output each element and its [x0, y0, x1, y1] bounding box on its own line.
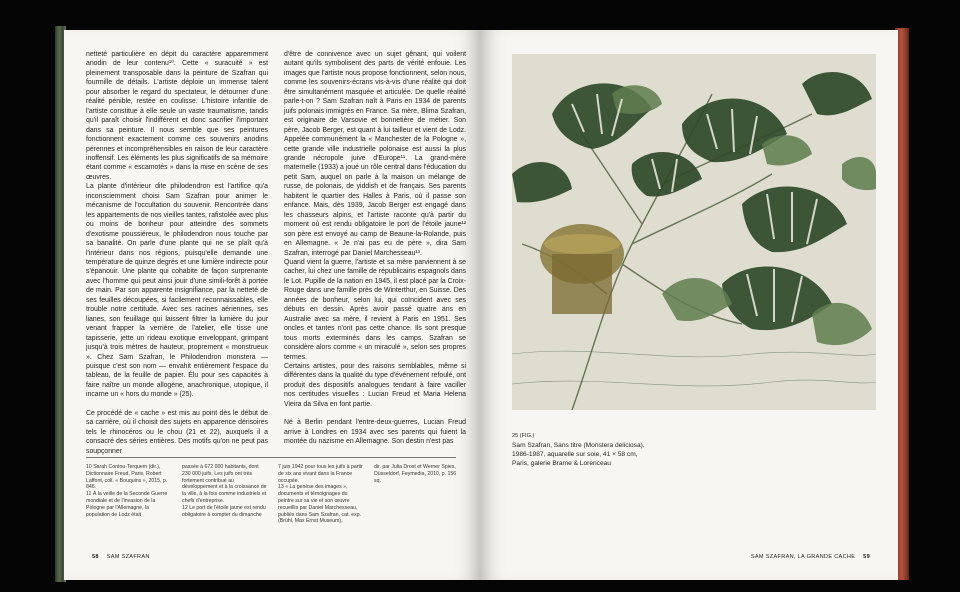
running-head: SAM SZAFRAN, LA GRANDE CACHE	[750, 554, 856, 560]
footnote-column-4: dir. par Julia Drost et Werner Spies, Düsseldorf, Feymedia, 2010, p. 156 sq.	[374, 464, 457, 484]
right-page	[480, 30, 898, 580]
paragraph: netteté particulière en dépit du caractère apparemment anodin de leur contenu¹⁰. Cette « suracuité » est pleinement transposable dans la peinture de Szafran qui fourmille de détails. L'artiste déploie un immense talent pour absorber le regard du spectateur, le détourner d'une réalité pénible, restée en coulisse. L'histoire infantile de l'artiste constitue à elle seule un vaste traumatisme, tandis qu'il paraît choisir l'indifférent et donc sacrifier l'important dans sa peinture. Il nous semble que ses peintures fonctionnent exactement comme ces souvenirs anodins pérennes et incompréhensibles en raison de leur caractère inoffensif. Les éléments les plus significatifs de sa mémoire étant comme « escamotés » dans la mise en scène de ses œuvres.	[86, 51, 268, 181]
caption-line: Sam Szafran, Sans titre (Monstera deliciosa),	[512, 442, 645, 449]
paragraph: La plante d'intérieur dite philodendron est l'artifice qu'a inconsciemment choisi Sam Szafran pour animer le mécanisme de l'occultation du souvenir. Rencontrée dans les appartements de nos vieilles tantes, rafistolée avec plus ou moins de bonheur pour atteindre des sommets d'exotisme poussiéreux, le philodendron nous touche par sa banalité. On parle d'une plante qui ne se plaît qu'à l'intérieur dans nos régions, puisqu'elle demande une température de quinze degrés et une lumière indirecte pour s'épanouir. Une plante qui cohabite de façon surprenante avec l'homme qui peut ainsi jouir d'une simili-forêt à portée de main. Par son apparente insignifiance, par la netteté de ses feuilles découpées, si facilement reconnaissables, elle trouble notre certitude. Avec ses racines aériennes, ses lianes, son feuillage qui laissent filtrer la lumière du jour venant frapper la verrière de l'atelier, elle tisse une tapisserie, jette un rideau exotique enveloppant, grimpant jusqu'à trois mètres de hauteur, proprement « monstrueux ». Chez Sam Szafran, le Philodendron monstera — puisque c'est son nom — envahit entièrement l'espace du tableau, de la feuille de papier. Élu pour ses capacités à faire naître un monde allogène, anachronique, utopique, il incarne un « hors du monde » (25).	[86, 183, 268, 399]
paragraph: Ce procédé de « cache » est mis au point dès le début de sa carrière, où il choisit des sujets en apparence dérisoires tels le rhinocéros ou le chou (21 et 22), auxquels il a consacré des séries entières. Des motifs qu'on ne peut pas soupçonner	[86, 409, 268, 455]
footnote-column-2: passée à 672 000 habitants, dont 230 000 juifs. Les juifs ont très fortement contribué au développement et à la croissance de la ville, à la fois comme industriels et chefs d'entreprise. 12 Le port de l'étoile jaune est rendu obligatoire à compter du dimanche	[182, 464, 267, 518]
footnote-rule	[86, 457, 456, 458]
artwork-plate	[512, 54, 876, 410]
footnote-column-3: 7 juin 1942 pour tous les juifs à partir de six ans vivant dans la France occupée. 13 « La genèse des images », documents et témoignages du peintre sur sa vie et son œuvre recueillis par Daniel Marchesseau, publiés dans Sam Szafran, cat. exp. (Brühl, Max Ernst Museum),	[278, 464, 363, 525]
left-folio	[86, 554, 150, 560]
paragraph: Né à Berlin pendant l'entre-deux-guerres, Lucian Freud arrive à Londres en 1934 avec ses parents qui fuient la montée du nazisme en Allemagne. Son destin n'est pas	[284, 419, 466, 446]
paragraph: Quand vient la guerre, l'artiste et sa mère parviennent à se cacher, lui chez une famille de républicains espagnols dans le Lot. Pupille de la nation en 1945, il est placé par la Croix-Rouge dans une famille près de Winterthur, en Suisse. Des années de bonheur, selon lui, qui coïncident avec ses débuts en dessin. Après avoir passé quatre ans en Australie avec sa mère, il revient à Paris en 1951. Ses oncles et tantes n'ont pas cette chance. Ils sont presque tous morts exterminés dans les camps. Szafran se considère alors comme « un miraculé », selon ses propres termes.	[284, 258, 466, 361]
footnote-column-1: 10 Sarah Contou-Terquem (dir.), Dictionnaire Freud, Paris, Robert Laffont, coll. « Bouquins », 2015, p. 846. 11 À la veille de la Seconde Guerre mondiale et de l'invasion de la Pologne par l'Allemagne, la population de Lodz était	[86, 464, 168, 518]
text-column-2	[284, 50, 466, 447]
caption-line: Paris, galerie Brame & Lorenceau	[512, 460, 611, 467]
text-column-1	[86, 50, 268, 456]
paragraph: Certains artistes, pour des raisons semblables, même si différentes dans la qualité du type d'événement refoulé, ont produit des dispositifs analogues tendant à faire vaciller nos certitudes visuelles : Lucian Freud et Maria Helena Vieira da Silva en font partie.	[284, 362, 466, 408]
page-number: 58	[92, 554, 99, 560]
running-head: SAM SZAFRAN	[106, 554, 150, 560]
right-folio	[751, 554, 876, 560]
caption-line: 1986-1987, aquarelle sur soie, 41 × 58 cm,	[512, 451, 638, 458]
figure-caption	[512, 432, 732, 468]
figure-number: 25 (FIG.)	[512, 433, 535, 439]
left-page	[64, 30, 480, 580]
page-number: 59	[863, 554, 870, 560]
monstera-painting-image	[512, 54, 876, 410]
paragraph: d'être de connivence avec un sujet gênant, qui voilent autant qu'ils symbolisent des parts de vérité enfouie. Les images que l'artiste nous propose fonctionnent, selon nous, comme les souvenirs-écrans vis-à-vis d'une réalité qui doit être simultanément masquée et articulée. De quelle réalité parle-t-on ? Sam Szafran naît à Paris en 1934 de parents juifs polonais immigrés en France. Sa mère, Blima Szafran, est originaire de Varsovie et bonnetière de métier. Son père, Jacob Berger, est quant à lui tailleur et vient de Lodz. Appelée communément la « Manchester de la Pologne », cette grande ville industrielle polonaise est aussi la plus grande nécropole juive d'Europe¹¹. La grand-mère maternelle (1933) a joué un rôle central dans l'éducation du petit Sam, auquel on parle à la maison un mélange de russe, de polonais, de yiddish et de français. Ses parents habitent le quartier des Halles à Paris, où il passe son enfance. Mais, dès 1939, Jacob Berger est engagé dans les chasseurs alpins, et l'artiste raconte qu'à partir du moment où est rendu obligatoire le port de l'étoile jaune¹² son père est envoyé au camp de Beaune-la-Rolande, puis en Allemagne. « Je n'ai pas eu de père », dira Sam Szafran, interrogé par Daniel Marchesseau¹³.	[284, 51, 466, 257]
